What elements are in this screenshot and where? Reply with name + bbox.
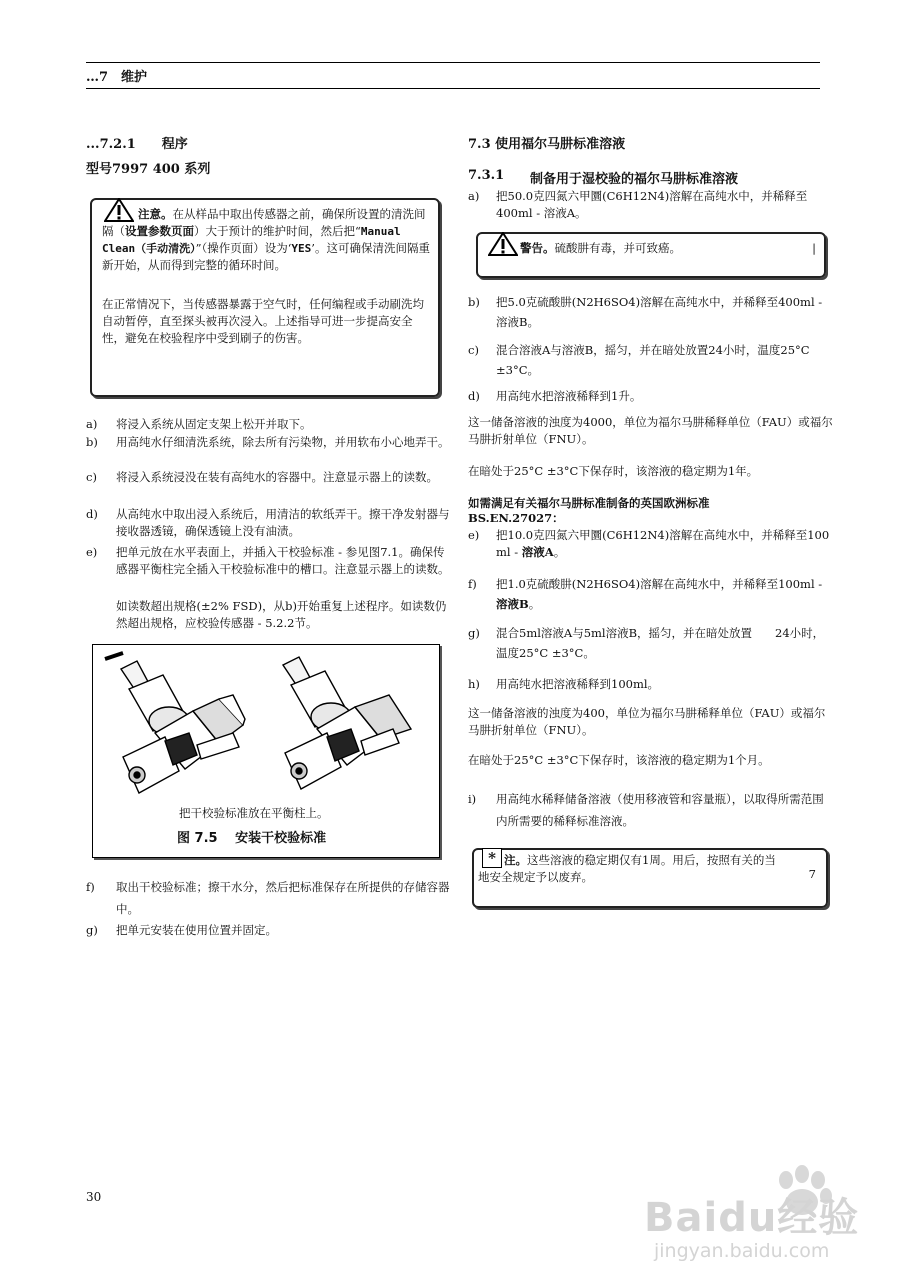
figure-title: 图 7.5 安装干校验标准 xyxy=(177,831,327,846)
watermark-brand: Baidu经验 xyxy=(644,1195,860,1241)
step-d xyxy=(86,506,450,540)
caution-yes: YES xyxy=(291,242,312,255)
step-g xyxy=(86,922,450,939)
warning-triangle-icon xyxy=(488,232,518,256)
sensor-illustration-icon xyxy=(93,649,439,809)
figure-frame xyxy=(92,644,440,858)
step-text: 把单元安装在使用位置并固定。 xyxy=(116,923,277,937)
stock-solution-paragraph: 这一储备溶液的浊度为4000，单位为福尔马肼稀释单位（FAU）或福尔马肼折射单位（FNU）。 xyxy=(468,415,833,446)
step-label: c) xyxy=(468,343,479,357)
note-mark: 7 xyxy=(808,867,816,881)
note-text: 这些溶液的稳定期仅有1周。用后，按照有关的当地安全规定予以废弃。 xyxy=(478,853,776,884)
step-c xyxy=(86,469,450,486)
step-text: 将浸入系统从固定支架上松开并取下。 xyxy=(116,417,312,431)
step-text: 把50.0克四氮六甲圜(C6H12N4)溶解在高纯水中，并稀释至400ml - 溶液A。 xyxy=(496,189,808,220)
right-step-c xyxy=(468,340,834,380)
step-text: 把5.0克硫酸肼(N2H6SO4)溶解在高纯水中，并稀释至400ml - 溶液B。 xyxy=(496,295,823,329)
step-text: 用高纯水稀释储备溶液（使用移液管和容量瓶），以取得所需范围内所需要的稀释标准溶液。 xyxy=(496,792,824,828)
page-number: 30 xyxy=(86,1190,102,1204)
step-b xyxy=(86,434,450,451)
caution-text-d: ’。这可确保清洗间隔重新开始，从而得到完整的循环时间。 xyxy=(102,241,430,272)
right-section-heading: 7.3 使用福尔马肼标准溶液 xyxy=(468,137,626,152)
caution-text-a: 在从样品中取出传感器之前，确保所设置的清洗间隔（ xyxy=(102,207,426,238)
warning-label: 警告。 xyxy=(520,241,555,255)
solution-b-bold: 溶液B xyxy=(496,597,529,611)
step-e-continued xyxy=(86,598,450,632)
step-text: 混合溶液A与溶液B，摇匀，并在暗处放置24小时，温度25°C ±3°C。 xyxy=(496,343,810,377)
step-label: i) xyxy=(468,792,477,806)
step-text: 混合5ml溶液A与5ml溶液B，摇匀，并在暗处放置 24小时，温度25°C ±3°C。 xyxy=(496,626,825,660)
baidu-watermark xyxy=(636,1160,886,1274)
step-label: c) xyxy=(86,470,97,484)
stock-solution-paragraph-2: 这一储备溶液的浊度为400，单位为福尔马肼稀释单位（FAU）或福尔马肼折射单位（FNU）。 xyxy=(468,706,826,737)
step-label: g) xyxy=(468,626,480,640)
caution-bold-page: 设置参数页面 xyxy=(125,224,194,238)
figure-caption: 把干校验标准放在平衡柱上。 xyxy=(179,806,329,820)
note-box xyxy=(472,848,828,908)
step-text: 如读数超出规格(±2% FSD)，从b)开始重复上述程序。如读数仍然超出规格，应校验传感器 - 5.2.2节。 xyxy=(116,599,447,630)
warning-text-line xyxy=(520,240,681,257)
step-label: b) xyxy=(468,295,480,309)
header-bottom-rule xyxy=(86,88,820,89)
step-text: 取出干校验标准；擦干水分，然后把标准保存在所提供的存储容器中。 xyxy=(116,880,450,916)
caution-manual-clean: Manual Clean（手动清洗） xyxy=(102,225,401,255)
step-e xyxy=(86,544,450,578)
caution-text-b: ）大于预计的维护时间，然后把“ xyxy=(194,224,361,238)
model-heading: 型号7997 400 系列 xyxy=(86,162,211,177)
right-step-g xyxy=(468,623,834,663)
step-label: a) xyxy=(468,189,480,203)
right-subsection-number: 7.3.1 xyxy=(468,168,505,183)
solution-a-bold: 溶液A xyxy=(521,545,554,559)
step-text: 用高纯水把溶液稀释到100ml。 xyxy=(496,677,660,691)
caution-paragraph-1 xyxy=(102,206,432,274)
step-text: 把单元放在水平表面上，并插入干校验标准 - 参见图7.1。确保传感器平衡柱完全插入干校验标准中的槽口。注意显示器上的读数。 xyxy=(116,545,450,576)
step-text-end: 。 xyxy=(528,597,541,611)
step-label: d) xyxy=(468,389,480,403)
step-label: e) xyxy=(86,545,98,559)
step-text: 从高纯水中取出浸入系统后，用清洁的软纸弄干。擦干净发射器与接收器透镜，确保透镜上没有油渍。 xyxy=(116,507,450,538)
caution-box xyxy=(90,198,440,397)
step-label: e) xyxy=(468,528,480,542)
caution-text-c: ”（操作页面）设为‘ xyxy=(195,241,292,255)
right-step-a xyxy=(468,188,834,222)
watermark-url: jingyan.baidu.com xyxy=(654,1240,830,1262)
note-label: 注。 xyxy=(504,853,527,867)
right-step-e xyxy=(468,527,834,561)
warning-text: 硫酸肼有毒，并可致癌。 xyxy=(554,241,681,255)
header-top-rule xyxy=(86,62,820,63)
section-heading: ...7.2.1 程序 xyxy=(86,137,188,152)
stability-paragraph-2: 在暗处于25°C ±3°C下保存时，该溶液的稳定期为1个月。 xyxy=(468,753,770,767)
step-label: f) xyxy=(468,577,477,591)
step-text: 用高纯水把溶液稀释到1升。 xyxy=(496,389,642,403)
stability-paragraph: 在暗处于25°C ±3°C下保存时，该溶液的稳定期为1年。 xyxy=(468,464,759,478)
asterisk-note-icon: * xyxy=(482,848,502,868)
warning-box xyxy=(476,232,826,278)
note-text-block xyxy=(478,852,778,886)
step-label: h) xyxy=(468,677,480,691)
step-label: g) xyxy=(86,923,98,937)
step-text: 把10.0克四氮六甲圜(C6H12N4)溶解在高纯水中，并稀释至100 ml - xyxy=(496,528,830,559)
warning-mark: | xyxy=(812,241,816,255)
step-label: d) xyxy=(86,507,98,521)
right-subsection-title: 制备用于湿校验的福尔马肼标准溶液 xyxy=(530,172,739,187)
right-step-h xyxy=(468,676,834,693)
step-f xyxy=(86,876,450,920)
step-text: 把1.0克硫酸肼(N2H6SO4)溶解在高纯水中，并稀释至100ml - xyxy=(496,577,823,591)
caution-label: 注意。 xyxy=(138,207,173,221)
step-label: a) xyxy=(86,417,98,431)
right-step-f xyxy=(468,574,834,614)
step-text-end: 。 xyxy=(553,545,566,559)
page-header-title: …7 维护 xyxy=(86,70,148,85)
right-step-i xyxy=(468,788,834,832)
bs-standard-heading: 如需满足有关福尔马肼标准制备的英国欧洲标准BS.EN.27027： xyxy=(468,496,710,525)
right-step-b xyxy=(468,292,834,332)
right-step-d xyxy=(468,388,834,405)
step-a xyxy=(86,416,450,433)
step-label: f) xyxy=(86,880,95,894)
step-label: b) xyxy=(86,435,98,449)
step-text: 将浸入系统浸没在装有高纯水的容器中。注意显示器上的读数。 xyxy=(116,470,438,484)
caution-paragraph-2: 在正常情况下，当传感器暴露于空气时，任何编程或手动刷洗均自动暂停，直至探头被再次浸入。上述指导可进一步提高安全性，避免在校验程序中受到刷子的伤害。 xyxy=(102,297,424,345)
step-text: 用高纯水仔细清洗系统，除去所有污染物，并用软布小心地弄干。 xyxy=(116,435,450,449)
